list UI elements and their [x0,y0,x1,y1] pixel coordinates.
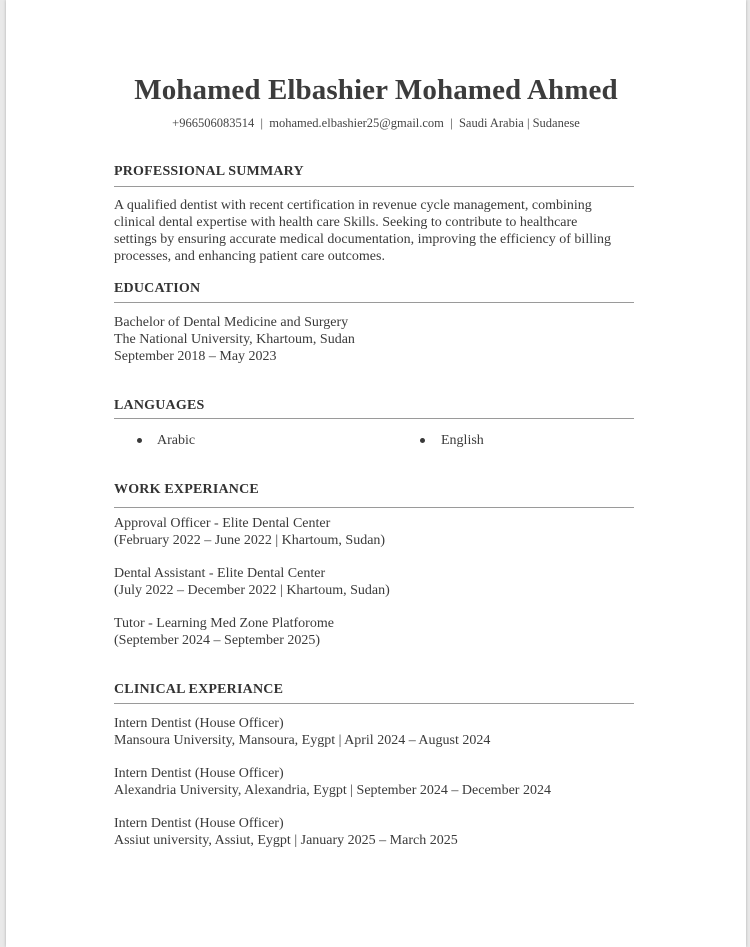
contact-separator: | [443,116,459,130]
clinical-role: Intern Dentist (House Officer) [114,766,284,781]
clinical-details: Assiut university, Assiut, Eygpt | January 2025 – March 2025 [114,833,458,848]
summary-line: clinical dental expertise with health care Skills. Seeking to contribute to healthcare [114,215,578,230]
resume-page [6,0,746,947]
summary-line: settings by ensuring accurate medical documentation, improving the efficiency of billing [114,232,611,247]
section-divider [114,302,634,303]
clinical-role: Intern Dentist (House Officer) [114,816,284,831]
education-school: The National University, Khartoum, Sudan [114,332,355,347]
work-details: (September 2024 – September 2025) [114,633,321,648]
summary-line: A qualified dentist with recent certification in revenue cycle management, combining [114,198,592,213]
section-title-languages: LANGUAGES [114,398,205,413]
bullet-icon [420,438,425,443]
section-divider [114,186,634,187]
work-details: (July 2022 – December 2022 | Khartoum, Sudan) [114,583,390,598]
location-nationality: Saudi Arabia | Sudanese [458,116,580,130]
section-divider [114,507,634,508]
work-details: (February 2022 – June 2022 | Khartoum, Sudan) [114,533,386,548]
summary-line: processes, and enhancing patient care outcomes. [114,249,385,264]
email-address: mohamed.elbashier25@gmail.com [269,116,444,130]
section-title-summary: PROFESSIONAL SUMMARY [114,164,304,179]
clinical-role: Intern Dentist (House Officer) [114,716,284,731]
bullet-icon [137,438,142,443]
language-item: Arabic [157,433,196,448]
summary-paragraph [114,197,639,265]
section-title-work: WORK EXPERIANCE [114,482,259,497]
work-role: Approval Officer - Elite Dental Center [114,516,331,531]
work-role: Dental Assistant - Elite Dental Center [114,566,326,581]
section-divider [114,703,634,704]
language-item: English [441,433,484,448]
section-title-education: EDUCATION [114,281,201,296]
phone-number: +966506083514 [172,116,255,130]
education-dates: September 2018 – May 2023 [114,349,277,364]
section-divider [114,418,634,419]
education-degree: Bachelor of Dental Medicine and Surgery [114,315,349,330]
section-title-clinical: CLINICAL EXPERIANCE [114,682,284,697]
candidate-name: Mohamed Elbashier Mohamed Ahmed [134,74,618,106]
contact-line [6,116,746,131]
contact-separator: | [254,116,270,130]
clinical-details: Alexandria University, Alexandria, Eygpt | September 2024 – December 2024 [114,783,551,798]
clinical-details: Mansoura University, Mansoura, Eygpt | April 2024 – August 2024 [114,733,491,748]
work-role: Tutor - Learning Med Zone Platforome [114,616,334,631]
